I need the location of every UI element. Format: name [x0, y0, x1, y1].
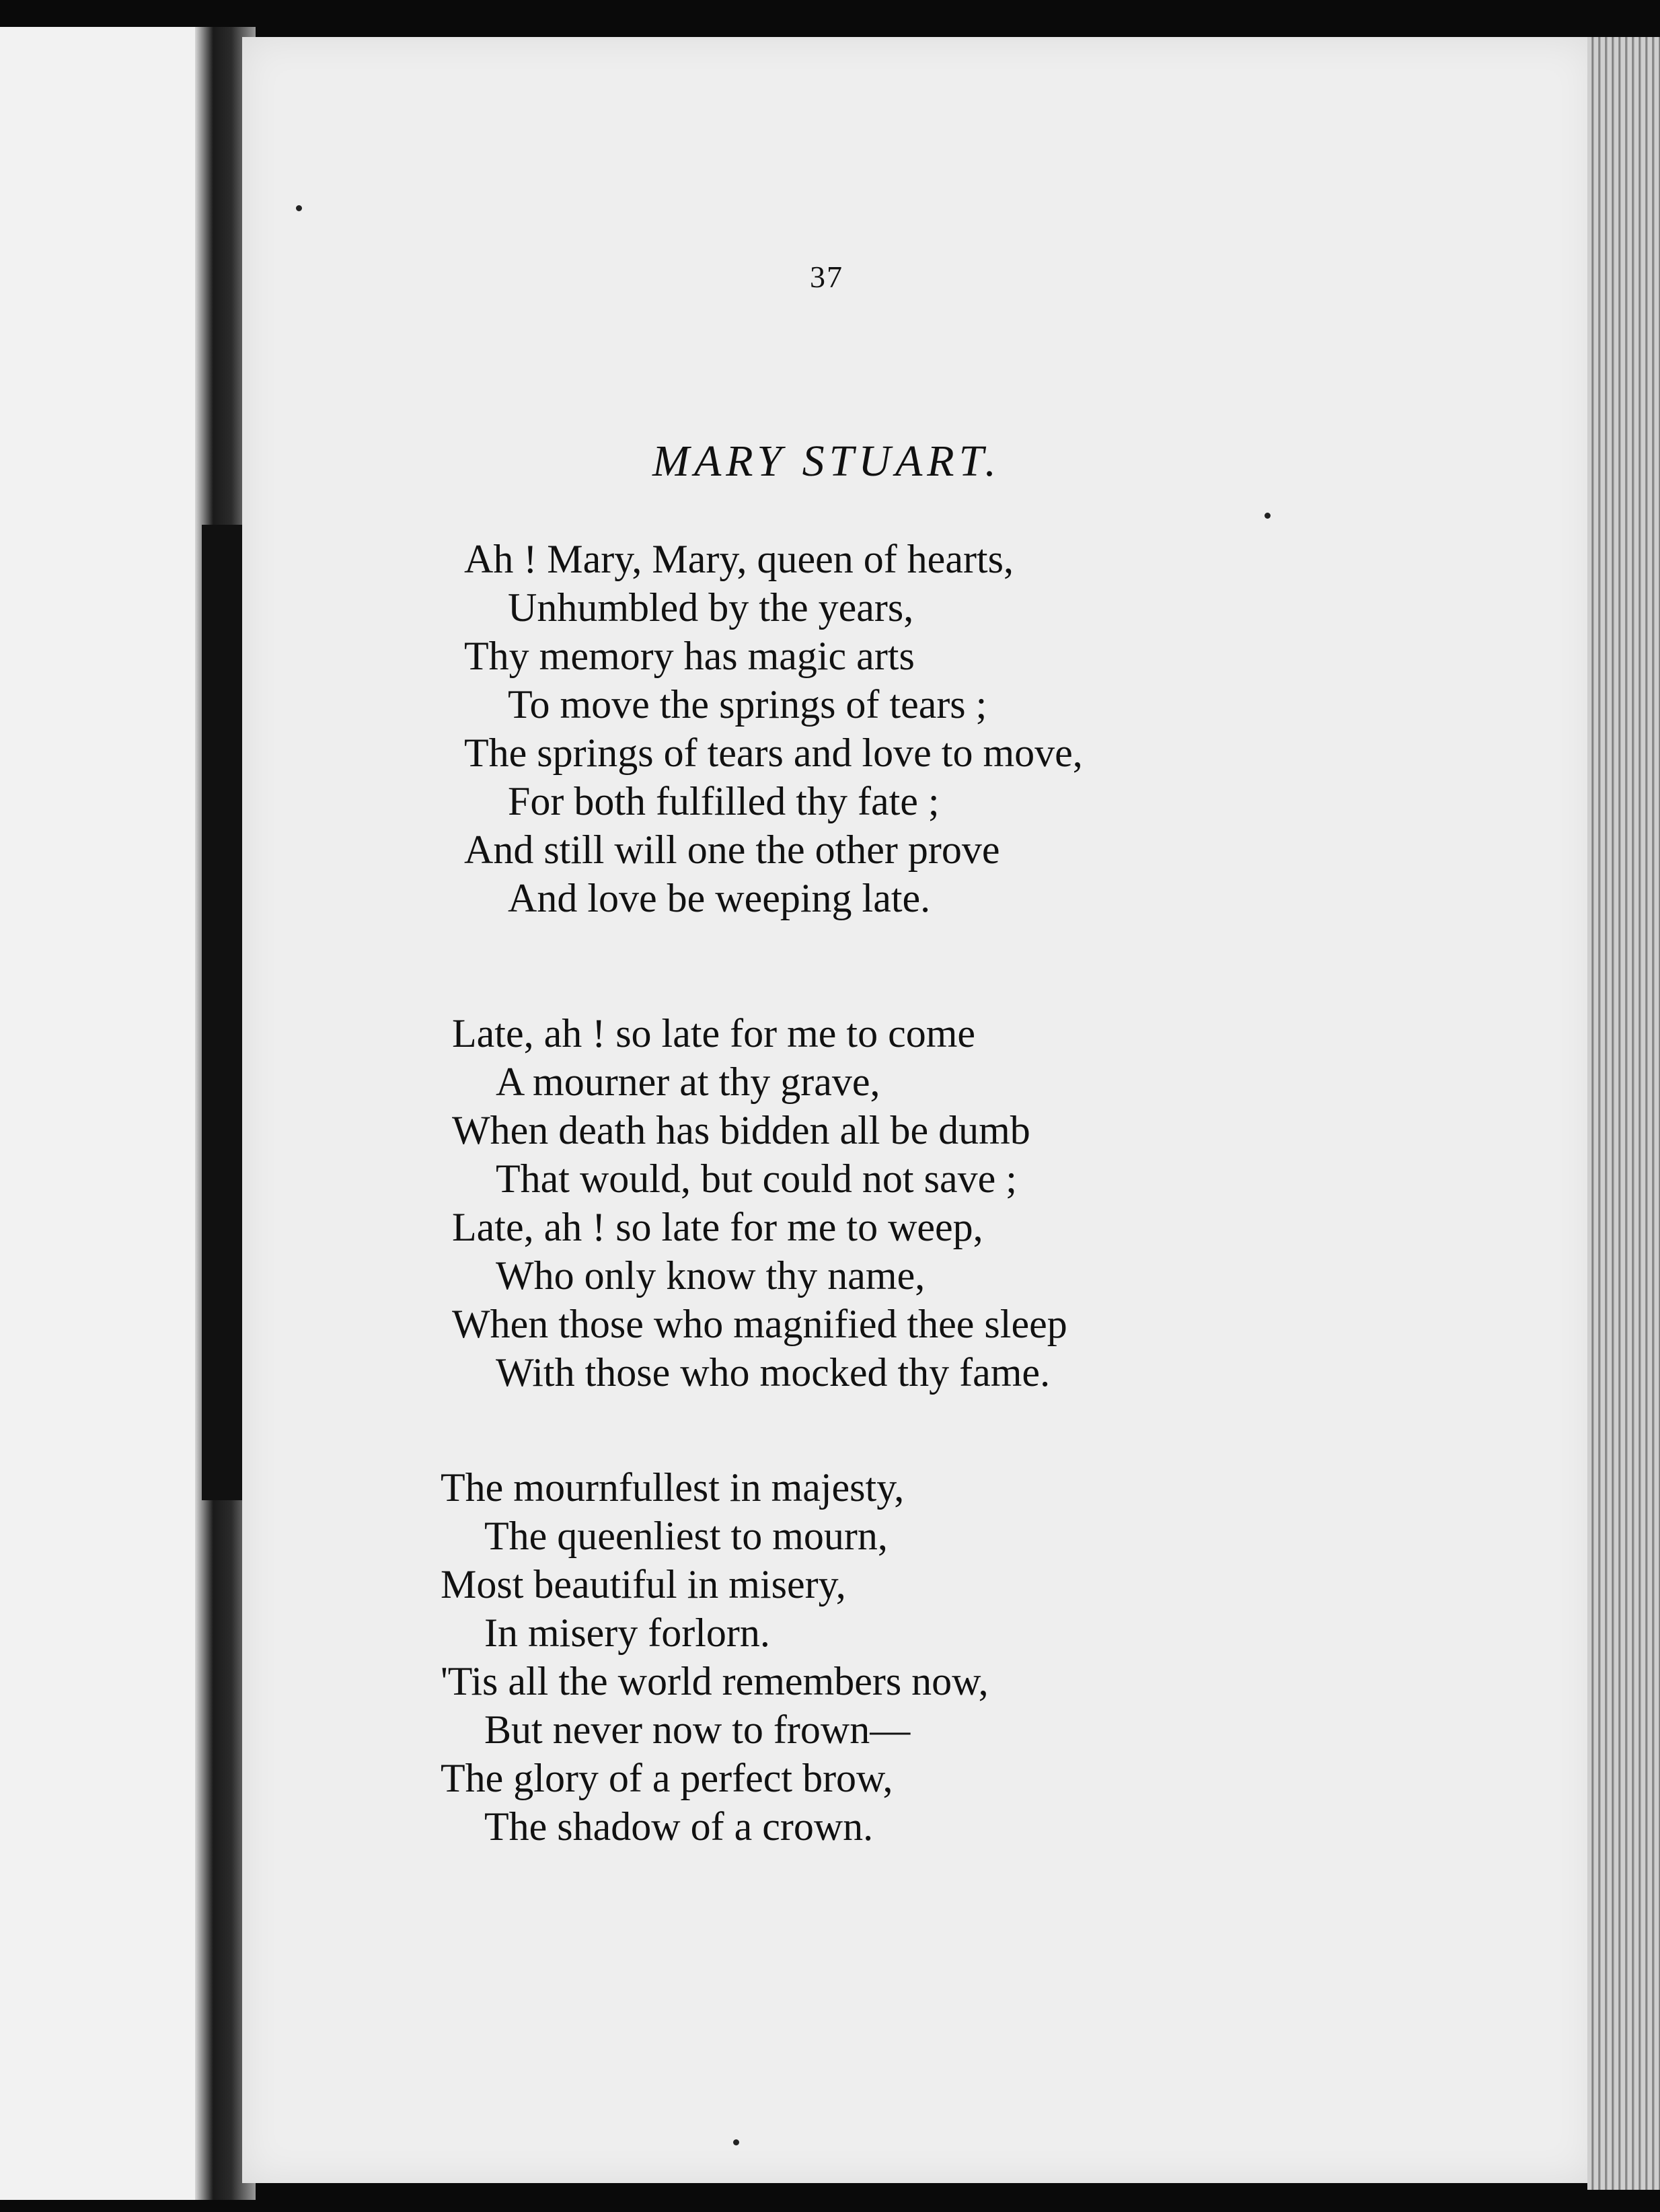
facing-page: [0, 27, 195, 2200]
poem-line: For both fulfilled thy fate ;: [508, 779, 940, 823]
poem-line: When those who magnified thee sleep: [452, 1302, 1067, 1346]
poem-line: Thy memory has magic arts: [464, 634, 915, 678]
poem-line: In misery forlorn.: [484, 1611, 770, 1655]
poem-line: Unhumbled by the years,: [508, 585, 914, 630]
poem-line: Most beautiful in misery,: [441, 1562, 846, 1607]
poem-line: When death has bidden all be dumb: [452, 1108, 1030, 1152]
poem-line: 'Tis all the world remembers now,: [441, 1659, 989, 1703]
paper-speck: [1265, 513, 1271, 519]
poem-title: MARY STUART.: [652, 437, 1001, 486]
poem-line: That would, but could not save ;: [496, 1156, 1017, 1201]
poem-line: The queenliest to mourn,: [484, 1514, 888, 1558]
stanza-1: [464, 535, 1083, 922]
poem-line: The mournfullest in majesty,: [441, 1465, 905, 1510]
poem-line: The shadow of a crown.: [484, 1804, 874, 1849]
stanza-3: [441, 1463, 989, 1851]
poem-line: Who only know thy name,: [496, 1253, 926, 1298]
poem-line: And still will one the other prove: [464, 827, 1000, 872]
page-number: 37: [810, 260, 843, 294]
poem-line: To move the springs of tears ;: [508, 682, 987, 727]
poem-line: And love be weeping late.: [508, 876, 931, 920]
poem-line: A mourner at thy grave,: [496, 1060, 880, 1104]
poem-line: Ah ! Mary, Mary, queen of hearts,: [464, 537, 1014, 581]
poem-line: But never now to frown—: [484, 1707, 911, 1752]
poem-line: Late, ah ! so late for me to come: [452, 1011, 976, 1056]
paper-speck: [296, 205, 302, 211]
poem-line: The glory of a perfect brow,: [441, 1756, 893, 1800]
poem-line: With those who mocked thy fame.: [496, 1350, 1051, 1395]
stanza-2: [452, 1009, 1067, 1397]
page-edges: [1587, 37, 1660, 2190]
paper-speck: [733, 2139, 739, 2145]
poem-line: Late, ah ! so late for me to weep,: [452, 1205, 983, 1249]
poem-line: The springs of tears and love to move,: [464, 731, 1083, 775]
